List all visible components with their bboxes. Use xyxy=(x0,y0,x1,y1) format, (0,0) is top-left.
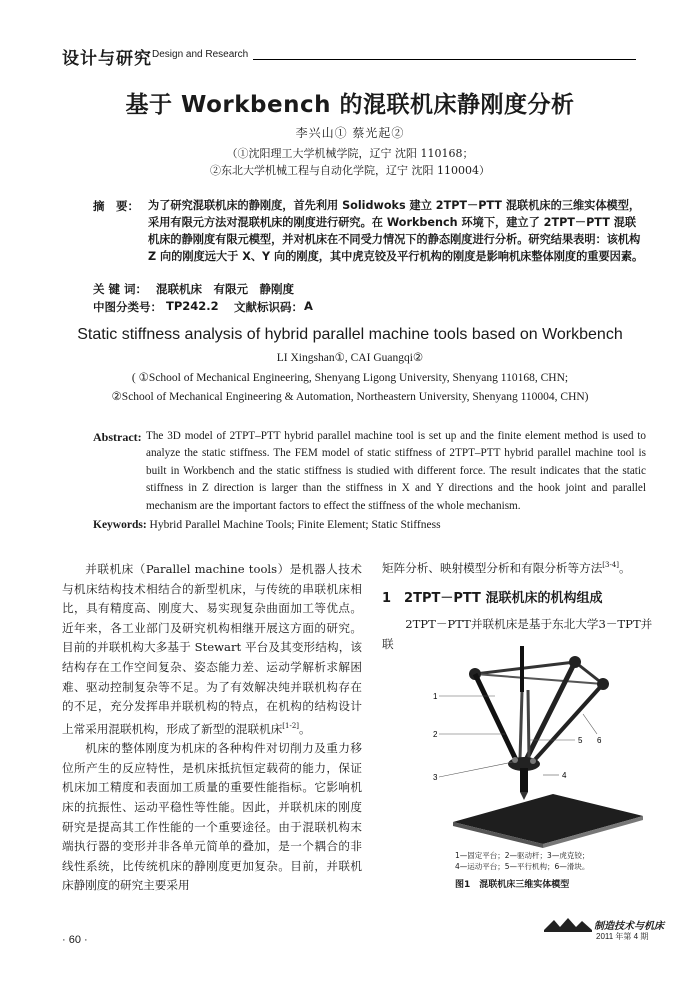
keywords-cn-label: 关 键 词： xyxy=(93,282,148,296)
keywords-en-label: Keywords: xyxy=(93,519,147,531)
fig-label-4: 4 xyxy=(562,771,567,780)
section-1-heading: 1 2TPT－PTT 混联机床的机构组成 xyxy=(382,591,603,606)
section-header-en: Design and Research xyxy=(152,49,249,60)
body-right-continuation xyxy=(382,556,654,578)
doc-code-value: A xyxy=(304,299,313,313)
para1-end: 。 xyxy=(299,721,311,736)
header-rule xyxy=(253,59,636,60)
para1-text: 并联机床（Parallel machine tools）是机器人技术与机床结构技术相结合的新型机床，与传统的串联机床相比，具有精度高、刚度大、易实现复杂曲面加工等优点。近年来，各工业部门及研究机构相继开展这方面的研究。目前的并联机构大多基于 Stewart 平台及其变形结构，该结构存在工作空间复杂、姿态能力差、运动学解析求解困难、驱动控制复杂等不足。为了有效解决纯并联机构存在的不足，充分发挥串并联机构的特点，在机构的结构设计上常采用混联机构，形成了新型的混联机床 xyxy=(62,562,362,736)
fig-label-6: 6 xyxy=(597,736,602,745)
figure-1-3d-model xyxy=(425,644,665,849)
affiliation-cn-1: （①沈阳理工大学机械学院，辽宁 沈阳 110168； xyxy=(226,147,474,160)
affiliation-cn-2: ②东北大学机械工程与自动化学院，辽宁 沈阳 110004） xyxy=(210,164,490,177)
right-cont-end: 。 xyxy=(619,560,631,575)
keywords-en xyxy=(93,519,441,531)
page-number: · 60 · xyxy=(62,934,88,946)
citation-3-4: [3-4] xyxy=(602,561,620,569)
keywords-en-text: Hybrid Parallel Machine Tools; Finite Element; Static Stiffness xyxy=(149,519,441,531)
abstract-cn-text: 为了研究混联机床的静刚度，首先利用 Solidwoks 建立 2TPT－PTT 混联机床的三维实体模型，采用有限元方法对混联机床的刚度进行研究。在 Workbench 环境下，建立了 2TPT－PTT 混联机床的静刚度有限元模型，并对机床在不同受力情况下的静态刚度进行分析。研究结果表明：该机构 Z 向的刚度远大于 X、Y 向的刚度，其中虎克铰及平行机构的刚度是影响机床整体刚度的重要因素。 xyxy=(148,199,644,263)
body-paragraph-2: 机床的整体刚度为机床的各种构件对切削力及重力移位所产生的反应特性，是机床抵抗恒定载荷的能力，保证机床加工精度和表面加工质量的重要性能指标。它影响机床的抗振性、运动平稳性等性能。因此，并联机床的刚度研究是提高其工作性能的一个重要途径。由于混联机构末端执行器的变形并非各单元简单的叠加，是一个耦合的非线性系统，比传统机床的静刚度更加复杂。目前，并联机床静刚度的研究主要采用 xyxy=(62,741,362,893)
right-cont-text: 矩阵分析、映射模型分析和有限分析等方法 xyxy=(382,560,603,575)
fig-label-5: 5 xyxy=(578,736,583,745)
abstract-en-label: Abstract: xyxy=(93,430,142,444)
authors-cn: 李兴山① 蔡光起② xyxy=(295,126,405,140)
fig-label-2: 2 xyxy=(433,730,438,739)
abstract-en-text: The 3D model of 2TPT–PTT hybrid parallel machine tool is set up and the finite element method is used to analyze the static stiffness. The FEM model of static stiffness of 2TPT–PTT hybrid parallel machine tool is built in Workbench and the static stiffness is studied with different force. The result indicates that the static stiffness in Z direction is larger than the stiffness in X and Y directions and the hook joint and parallel mechanism are the important factors to effect the stiffness of the whole mechanism. xyxy=(146,430,646,512)
legend-line-2: 4—运动平台；5—平行机构；6—滑块。 xyxy=(455,862,590,871)
section-header-cn: 设计与研究 xyxy=(62,49,152,69)
doc-code-label: 文献标识码： xyxy=(234,300,303,314)
authors-en: LI Xingshan①, CAI Guangqi② xyxy=(276,352,424,364)
figure-caption: 图1 混联机床三维实体模型 xyxy=(455,880,570,890)
paper-title-cn: 基于 Workbench 的混联机床静刚度分析 xyxy=(125,92,575,118)
clc-value: TP242.2 xyxy=(166,299,219,313)
body-paragraph-1 xyxy=(62,560,362,739)
journal-issue: 2011 年第 4 期 xyxy=(596,932,649,941)
citation-1-2: [1-2] xyxy=(282,721,300,730)
base-plate xyxy=(453,794,643,844)
body-left-column xyxy=(62,560,362,896)
affiliation-en-2: ②School of Mechanical Engineering & Automation, Northeastern University, Shenyang 110004, CHN) xyxy=(111,391,589,403)
affiliation-en-1: ( ①School of Mechanical Engineering, Shenyang Ligong University, Shenyang 110168, CHN; xyxy=(131,372,569,384)
fig-label-3: 3 xyxy=(433,773,438,782)
legend-line-1: 1—固定平台；2—驱动杆；3—虎克铰； xyxy=(455,851,590,860)
journal-logo-icon xyxy=(542,915,594,935)
figure-legend xyxy=(455,850,655,872)
fig-label-1: 1 xyxy=(433,692,438,701)
section-1-text: 2TPT－PTT并联机床是基于东北大学3－TPT并联 xyxy=(382,617,653,651)
paper-title-en: Static stiffness analysis of hybrid parallel machine tools based on Workbench xyxy=(77,326,623,343)
journal-name: 制造技术与机床 xyxy=(594,921,664,932)
abstract-cn-label: 摘 要： xyxy=(93,199,139,213)
clc-label: 中图分类号： xyxy=(93,300,162,314)
keywords-cn-text: 混联机床 有限元 静刚度 xyxy=(156,282,294,296)
